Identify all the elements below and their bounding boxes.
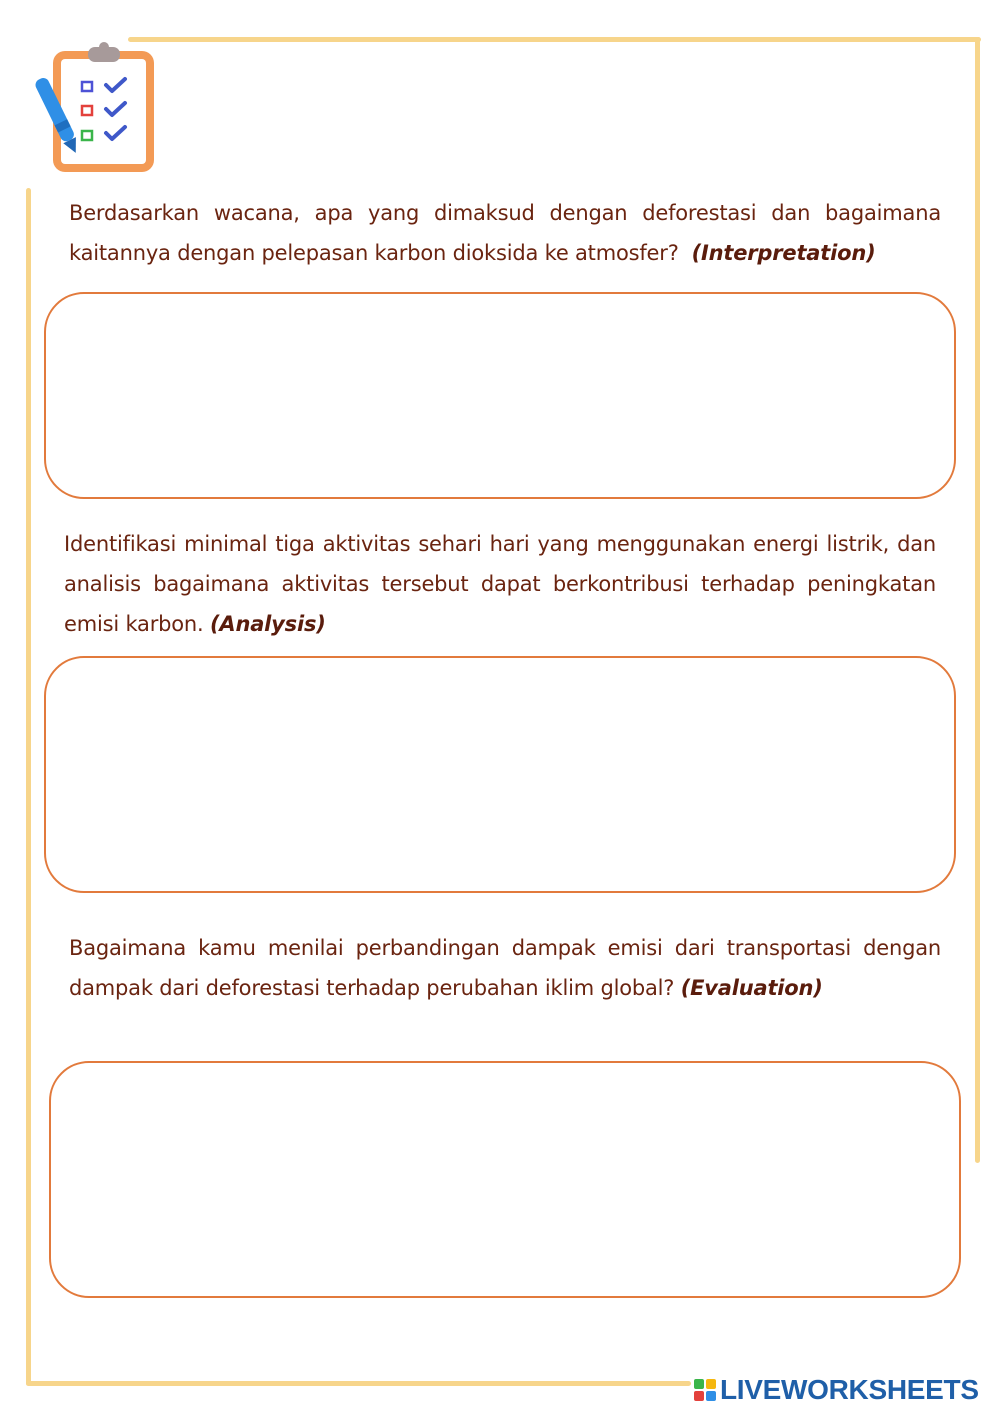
question-evaluation	[69, 928, 941, 1008]
frame-top-border	[128, 37, 981, 42]
question-text: Bagaimana kamu menilai perbandingan dampak emisi dari transportasi dengan dampak dari deforestasi terhadap perubahan iklim global?	[69, 936, 941, 1000]
clipboard-checklist-icon	[30, 42, 162, 180]
answer-box-evaluation[interactable]	[49, 1061, 961, 1298]
answer-box-analysis[interactable]	[44, 656, 956, 893]
liveworksheets-logo-icon	[692, 1376, 718, 1404]
question-tag: (Interpretation)	[691, 241, 876, 265]
liveworksheets-brand	[692, 1373, 979, 1407]
question-text: Identifikasi minimal tiga aktivitas sehari hari yang menggunakan energi listrik, dan analisis bagaimana aktivitas tersebut dapat berkontribusi terhadap peningkatan emisi karbon.	[64, 532, 936, 636]
question-analysis	[64, 524, 936, 644]
question-text: Berdasarkan wacana, apa yang dimaksud dengan deforestasi dan bagaimana kaitannya dengan pelepasan karbon dioksida ke atmosfer?	[69, 201, 941, 265]
question-interpretation	[69, 193, 941, 273]
answer-box-interpretation[interactable]	[44, 292, 956, 499]
question-tag: (Analysis)	[210, 612, 326, 636]
brand-name: LIVEWORKSHEETS	[720, 1374, 979, 1405]
question-tag: (Evaluation)	[680, 976, 823, 1000]
frame-left-border	[26, 188, 31, 1386]
frame-right-border	[975, 37, 980, 1163]
frame-bottom-border	[26, 1381, 691, 1386]
